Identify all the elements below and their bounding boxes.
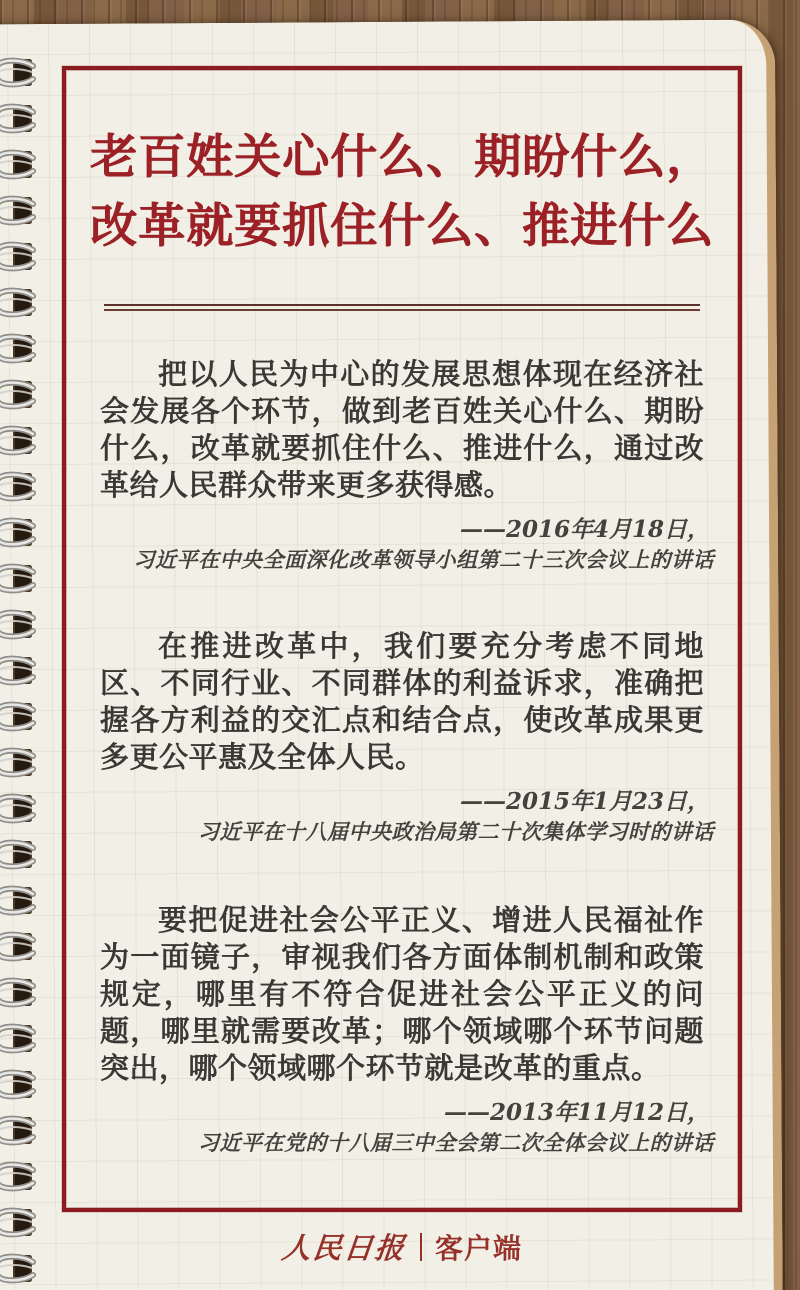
quote-source: 习近平在中央全面深化改革领导小组第二十三次会议上的讲话: [133, 547, 714, 572]
title-line-1: 老百姓关心什么、期盼什么，: [90, 130, 714, 183]
spiral-ring-icon: [0, 102, 36, 136]
spiral-ring-icon: [0, 240, 36, 274]
client-label: 客户端: [434, 1232, 522, 1264]
quote-text: 要把促进社会公平正义、增进人民福祉作为一面镜子，审视我们各方面体制机制和政策规定，哪里有不符合促进社会公平正义的问题，哪里就需要改革；哪个领域哪个环节问题突出，哪个领域哪个环节就是改革的重点。: [100, 905, 704, 1085]
quote-block-2: [66, 629, 738, 847]
spiral-ring-icon: [0, 838, 36, 872]
spiral-ring-icon: [0, 930, 36, 964]
logo-divider: [420, 1233, 422, 1261]
spiral-ring-icon: [0, 378, 36, 412]
peoples-daily-logo: 人民日报: [280, 1231, 408, 1265]
spiral-ring-icon: [0, 792, 36, 826]
spiral-ring-icon: [0, 1114, 36, 1148]
quote-date: ——2015年1月23日，: [459, 788, 710, 815]
title-divider: [104, 304, 700, 311]
spiral-ring-icon: [0, 746, 36, 780]
brand-footer: [62, 1226, 742, 1267]
spiral-ring-icon: [0, 654, 36, 688]
spiral-ring-icon: [0, 1252, 36, 1286]
quote-source: 习近平在党的十八届三中全会第二次全体会议上的讲话: [198, 1130, 714, 1155]
spiral-ring-icon: [0, 884, 36, 918]
spiral-ring-icon: [0, 148, 36, 182]
quote-text: 把以人民为中心的发展思想体现在经济社会发展各个环节，做到老百姓关心什么、期盼什么，改革就要抓住什么、推进什么，通过改革给人民群众带来更多获得感。: [100, 359, 704, 502]
title-line-2: 改革就要抓住什么、推进什么: [90, 199, 714, 252]
spiral-binding: [0, 0, 44, 1290]
spiral-ring-icon: [0, 1068, 36, 1102]
spiral-ring-icon: [0, 700, 36, 734]
spiral-ring-icon: [0, 470, 36, 504]
spiral-ring-icon: [0, 286, 36, 320]
quote-block-1: [66, 357, 738, 575]
spiral-ring-icon: [0, 332, 36, 366]
spiral-ring-icon: [0, 976, 36, 1010]
spiral-ring-icon: [0, 608, 36, 642]
quote-frame: [62, 66, 742, 1212]
spiral-ring-icon: [0, 1160, 36, 1194]
spiral-ring-icon: [0, 562, 36, 596]
quote-block-3: [66, 903, 738, 1158]
spiral-ring-icon: [0, 424, 36, 458]
quote-source: 习近平在十八届中央政治局第二十次集体学习时的讲话: [198, 819, 714, 844]
spiral-ring-icon: [0, 1022, 36, 1056]
spiral-ring-icon: [0, 56, 36, 90]
quote-date: ——2016年4月18日，: [459, 516, 710, 543]
poster-title: [72, 122, 732, 260]
quote-date: ——2013年11月12日，: [443, 1099, 710, 1126]
spiral-ring-icon: [0, 1206, 36, 1240]
quote-text: 在推进改革中，我们要充分考虑不同地区、不同行业、不同群体的利益诉求，准确把握各方利益的交汇点和结合点，使改革成果更多更公平惠及全体人民。: [100, 631, 704, 774]
spiral-ring-icon: [0, 516, 36, 550]
spiral-ring-icon: [0, 194, 36, 228]
